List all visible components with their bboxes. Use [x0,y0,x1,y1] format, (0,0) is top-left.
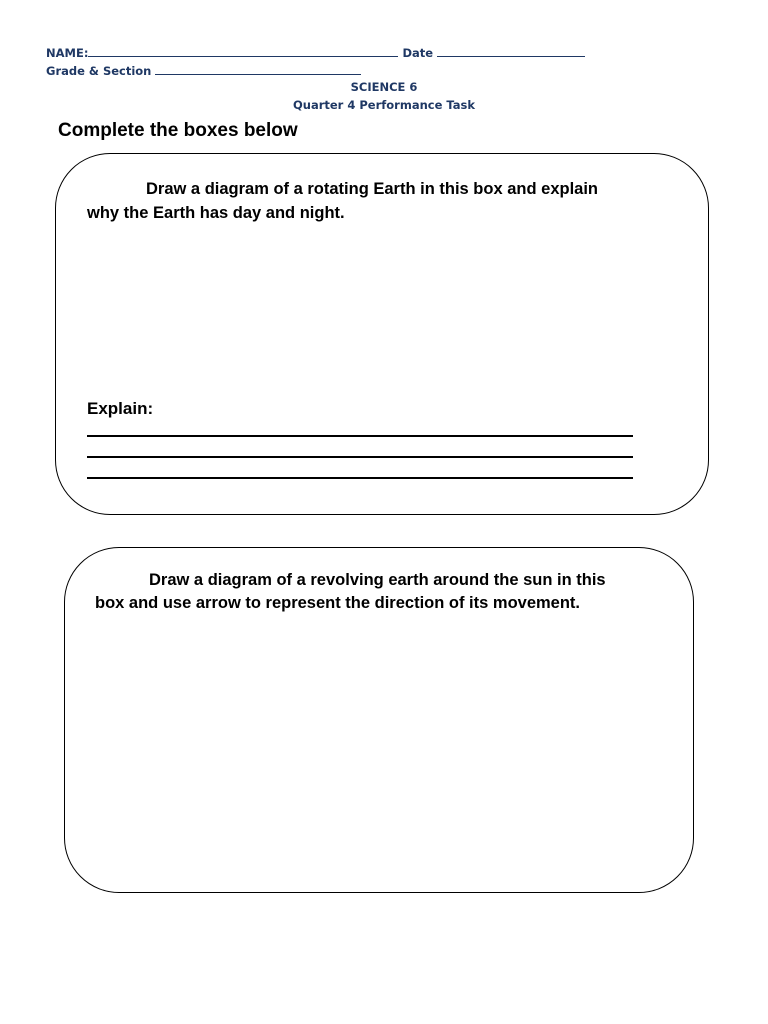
grade-label: Grade & Section [46,64,152,78]
explain-label: Explain: [87,399,154,418]
explain-line-1[interactable] [87,435,633,437]
box2-prompt-line2: box and use arrow to represent the direction of its movement. [95,594,581,612]
grade-blank[interactable] [155,62,361,75]
instruction-heading: Complete the boxes below [58,120,298,141]
name-blank[interactable] [88,44,398,57]
task-title: Quarter 4 Performance Task [292,98,475,112]
date-label: Date [402,46,434,60]
explain-line-2[interactable] [87,456,633,458]
name-date-row [46,44,585,60]
subject-title: SCIENCE 6 [350,80,418,94]
explain-line-3[interactable] [87,477,633,479]
box1-prompt-line2: why the Earth has day and night. [87,204,345,222]
box1-prompt-line1: Draw a diagram of a rotating Earth in this box and explain [146,180,598,198]
grade-row [46,62,361,78]
date-blank[interactable] [437,44,585,57]
name-label: NAME: [46,46,89,60]
box2-prompt-line1: Draw a diagram of a revolving earth around the sun in this [149,571,606,589]
